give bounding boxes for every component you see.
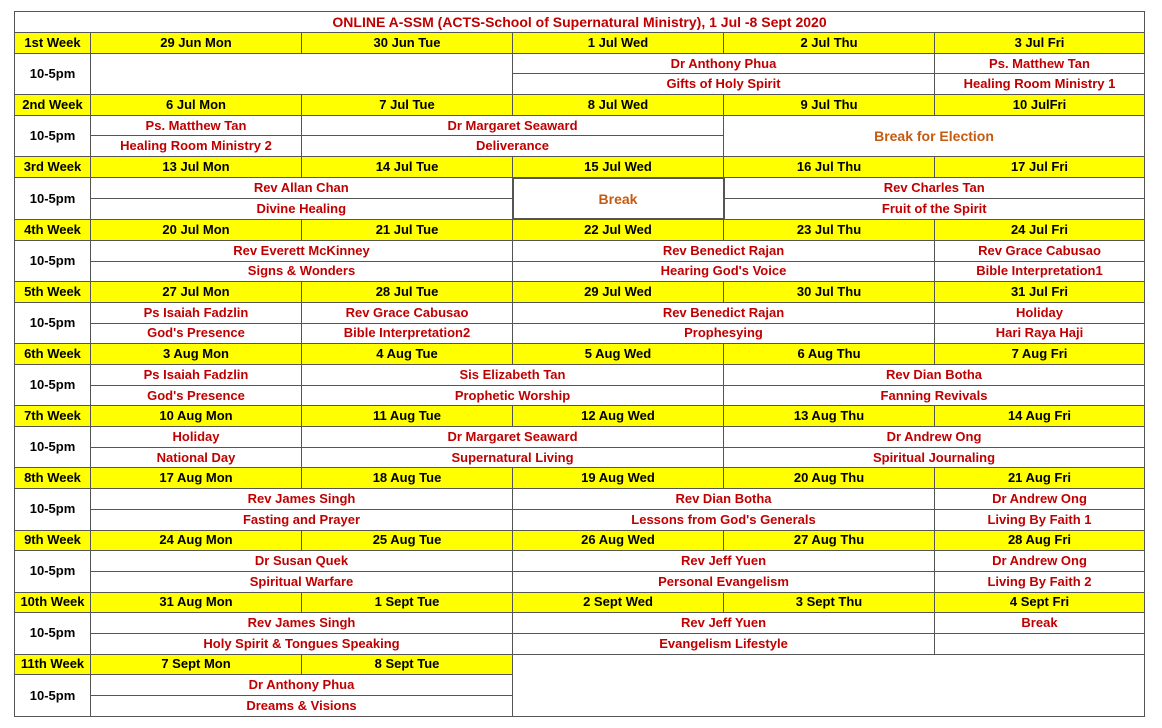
week-header-row <box>15 95 1145 116</box>
time-cell: 10-5pm <box>15 240 91 281</box>
speaker-cell: Ps Isaiah Fadzlin <box>91 365 302 386</box>
week-label: 6th Week <box>15 344 91 365</box>
week-label: 2nd Week <box>15 95 91 116</box>
speaker-cell: Dr Andrew Ong <box>935 551 1145 572</box>
day-header: 19 Aug Wed <box>513 468 724 489</box>
day-header: 28 Aug Fri <box>935 530 1145 551</box>
week-header-row <box>15 530 1145 551</box>
speaker-cell: Dr Anthony Phua <box>91 675 513 696</box>
speaker-cell: Sis Elizabeth Tan <box>302 365 724 386</box>
day-header: 15 Jul Wed <box>513 157 724 178</box>
week-header-row <box>15 592 1145 613</box>
time-cell: 10-5pm <box>15 178 91 219</box>
day-header: 13 Aug Thu <box>724 406 935 427</box>
topic-cell: Healing Room Ministry 1 <box>935 74 1145 95</box>
week-label: 10th Week <box>15 592 91 613</box>
day-header: 29 Jul Wed <box>513 282 724 303</box>
week-label: 5th Week <box>15 282 91 303</box>
time-cell: 10-5pm <box>15 489 91 530</box>
week-header-row <box>15 282 1145 303</box>
topic-cell: Hari Raya Haji <box>935 323 1145 344</box>
week-header-row <box>15 157 1145 178</box>
day-header: 12 Aug Wed <box>513 406 724 427</box>
topic-row <box>15 323 1145 344</box>
schedule-table <box>14 11 1145 717</box>
day-header: 30 Jun Tue <box>302 33 513 54</box>
day-header: 14 Aug Fri <box>935 406 1145 427</box>
topic-cell: Signs & Wonders <box>91 261 513 282</box>
speaker-cell: Ps. Matthew Tan <box>91 115 302 136</box>
speaker-row <box>15 427 1145 448</box>
speaker-cell: Rev Charles Tan <box>724 178 1145 199</box>
day-header: 3 Sept Thu <box>724 592 935 613</box>
day-header: 14 Jul Tue <box>302 157 513 178</box>
topic-cell: Fanning Revivals <box>724 385 1145 406</box>
time-cell: 10-5pm <box>15 427 91 468</box>
topic-cell: National Day <box>91 447 302 468</box>
topic-cell: Spiritual Warfare <box>91 571 513 592</box>
day-header: 31 Jul Fri <box>935 282 1145 303</box>
time-cell: 10-5pm <box>15 53 91 94</box>
speaker-cell: Rev Benedict Rajan <box>513 302 935 323</box>
day-header: 10 Aug Mon <box>91 406 302 427</box>
day-header: 13 Jul Mon <box>91 157 302 178</box>
week-label: 8th Week <box>15 468 91 489</box>
topic-cell: Divine Healing <box>91 199 513 220</box>
topic-cell: Evangelism Lifestyle <box>513 633 935 654</box>
day-header: 27 Jul Mon <box>91 282 302 303</box>
day-header: 6 Aug Thu <box>724 344 935 365</box>
topic-cell: Living By Faith 2 <box>935 571 1145 592</box>
speaker-row <box>15 53 1145 74</box>
topic-cell: God's Presence <box>91 323 302 344</box>
day-header: 10 JulFri <box>935 95 1145 116</box>
speaker-cell: Rev Grace Cabusao <box>935 240 1145 261</box>
speaker-cell: Dr Andrew Ong <box>724 427 1145 448</box>
day-header: 17 Jul Fri <box>935 157 1145 178</box>
week-header-row <box>15 219 1145 240</box>
time-cell: 10-5pm <box>15 675 91 716</box>
day-header: 3 Aug Mon <box>91 344 302 365</box>
week-header-row <box>15 33 1145 54</box>
speaker-cell: Dr Margaret Seaward <box>302 115 724 136</box>
speaker-row <box>15 115 1145 136</box>
speaker-cell: Rev James Singh <box>91 489 513 510</box>
speaker-row <box>15 613 1145 634</box>
week-label: 9th Week <box>15 530 91 551</box>
day-header: 2 Sept Wed <box>513 592 724 613</box>
topic-cell: Lessons from God's Generals <box>513 509 935 530</box>
day-header: 30 Jul Thu <box>724 282 935 303</box>
topic-cell: Dreams & Visions <box>91 696 513 717</box>
break-cell: Break for Election <box>724 115 1145 156</box>
speaker-cell: Ps. Matthew Tan <box>935 53 1145 74</box>
week-header-row <box>15 468 1145 489</box>
topic-cell <box>935 633 1145 654</box>
day-header: 1 Sept Tue <box>302 592 513 613</box>
topic-cell: God's Presence <box>91 385 302 406</box>
speaker-row <box>15 551 1145 572</box>
time-cell: 10-5pm <box>15 115 91 156</box>
topic-cell: Bible Interpretation2 <box>302 323 513 344</box>
time-cell: 10-5pm <box>15 551 91 592</box>
day-header: 17 Aug Mon <box>91 468 302 489</box>
speaker-cell: Rev Everett McKinney <box>91 240 513 261</box>
week-header-row <box>15 406 1145 427</box>
topic-cell: Deliverance <box>302 136 724 157</box>
speaker-cell: Rev Allan Chan <box>91 178 513 199</box>
break-cell: Break <box>513 178 724 219</box>
day-header: 28 Jul Tue <box>302 282 513 303</box>
speaker-row <box>15 302 1145 323</box>
day-header: 26 Aug Wed <box>513 530 724 551</box>
speaker-cell: Dr Margaret Seaward <box>302 427 724 448</box>
topic-cell: Hearing God's Voice <box>513 261 935 282</box>
day-header: 29 Jun Mon <box>91 33 302 54</box>
day-header: 27 Aug Thu <box>724 530 935 551</box>
speaker-cell: Rev Dian Botha <box>724 365 1145 386</box>
week-label: 11th Week <box>15 654 91 675</box>
time-cell: 10-5pm <box>15 365 91 406</box>
topic-cell: Living By Faith 1 <box>935 509 1145 530</box>
topic-cell: Spiritual Journaling <box>724 447 1145 468</box>
day-header: 16 Jul Thu <box>724 157 935 178</box>
topic-cell: Fruit of the Spirit <box>724 199 1145 220</box>
day-header: 31 Aug Mon <box>91 592 302 613</box>
day-header: 21 Aug Fri <box>935 468 1145 489</box>
day-header: 23 Jul Thu <box>724 219 935 240</box>
topic-row <box>15 447 1145 468</box>
topic-cell: Holy Spirit & Tongues Speaking <box>91 633 513 654</box>
day-header: 9 Jul Thu <box>724 95 935 116</box>
topic-row <box>15 633 1145 654</box>
topic-cell: Bible Interpretation1 <box>935 261 1145 282</box>
day-header: 20 Jul Mon <box>91 219 302 240</box>
day-header: 2 Jul Thu <box>724 33 935 54</box>
topic-cell: Fasting and Prayer <box>91 509 513 530</box>
empty-cell <box>91 53 513 94</box>
empty-cell <box>513 654 1145 716</box>
time-cell: 10-5pm <box>15 613 91 654</box>
day-header: 24 Jul Fri <box>935 219 1145 240</box>
day-header: 7 Jul Tue <box>302 95 513 116</box>
day-header: 5 Aug Wed <box>513 344 724 365</box>
speaker-cell: Ps Isaiah Fadzlin <box>91 302 302 323</box>
day-header: 7 Sept Mon <box>91 654 302 675</box>
day-header: 7 Aug Fri <box>935 344 1145 365</box>
speaker-row <box>15 489 1145 510</box>
speaker-cell: Rev James Singh <box>91 613 513 634</box>
day-header: 24 Aug Mon <box>91 530 302 551</box>
speaker-cell: Break <box>935 613 1145 634</box>
day-header: 6 Jul Mon <box>91 95 302 116</box>
topic-cell: Healing Room Ministry 2 <box>91 136 302 157</box>
speaker-cell: Rev Grace Cabusao <box>302 302 513 323</box>
week-label: 1st Week <box>15 33 91 54</box>
topic-row <box>15 571 1145 592</box>
page-title: ONLINE A-SSM (ACTS-School of Supernatural Ministry), 1 Jul -8 Sept 2020 <box>15 12 1145 33</box>
speaker-row <box>15 365 1145 386</box>
topic-cell: Personal Evangelism <box>513 571 935 592</box>
week-header-row <box>15 344 1145 365</box>
week-header-row <box>15 654 1145 675</box>
day-header: 4 Aug Tue <box>302 344 513 365</box>
topic-row <box>15 509 1145 530</box>
day-header: 8 Jul Wed <box>513 95 724 116</box>
day-header: 20 Aug Thu <box>724 468 935 489</box>
week-label: 7th Week <box>15 406 91 427</box>
day-header: 1 Jul Wed <box>513 33 724 54</box>
day-header: 4 Sept Fri <box>935 592 1145 613</box>
speaker-cell: Rev Benedict Rajan <box>513 240 935 261</box>
day-header: 21 Jul Tue <box>302 219 513 240</box>
day-header: 11 Aug Tue <box>302 406 513 427</box>
speaker-row <box>15 178 1145 199</box>
time-cell: 10-5pm <box>15 302 91 343</box>
speaker-cell: Rev Jeff Yuen <box>513 613 935 634</box>
topic-cell: Supernatural Living <box>302 447 724 468</box>
speaker-cell: Holiday <box>91 427 302 448</box>
speaker-cell: Dr Susan Quek <box>91 551 513 572</box>
topic-row <box>15 385 1145 406</box>
day-header: 3 Jul Fri <box>935 33 1145 54</box>
title-row <box>15 12 1145 33</box>
day-header: 25 Aug Tue <box>302 530 513 551</box>
topic-row <box>15 261 1145 282</box>
topic-cell: Prophetic Worship <box>302 385 724 406</box>
speaker-row <box>15 240 1145 261</box>
week-label: 3rd Week <box>15 157 91 178</box>
speaker-cell: Dr Andrew Ong <box>935 489 1145 510</box>
topic-cell: Gifts of Holy Spirit <box>513 74 935 95</box>
speaker-cell: Rev Jeff Yuen <box>513 551 935 572</box>
speaker-cell: Holiday <box>935 302 1145 323</box>
speaker-cell: Rev Dian Botha <box>513 489 935 510</box>
topic-cell: Prophesying <box>513 323 935 344</box>
day-header: 18 Aug Tue <box>302 468 513 489</box>
day-header: 22 Jul Wed <box>513 219 724 240</box>
speaker-cell: Dr Anthony Phua <box>513 53 935 74</box>
week-label: 4th Week <box>15 219 91 240</box>
day-header: 8 Sept Tue <box>302 654 513 675</box>
